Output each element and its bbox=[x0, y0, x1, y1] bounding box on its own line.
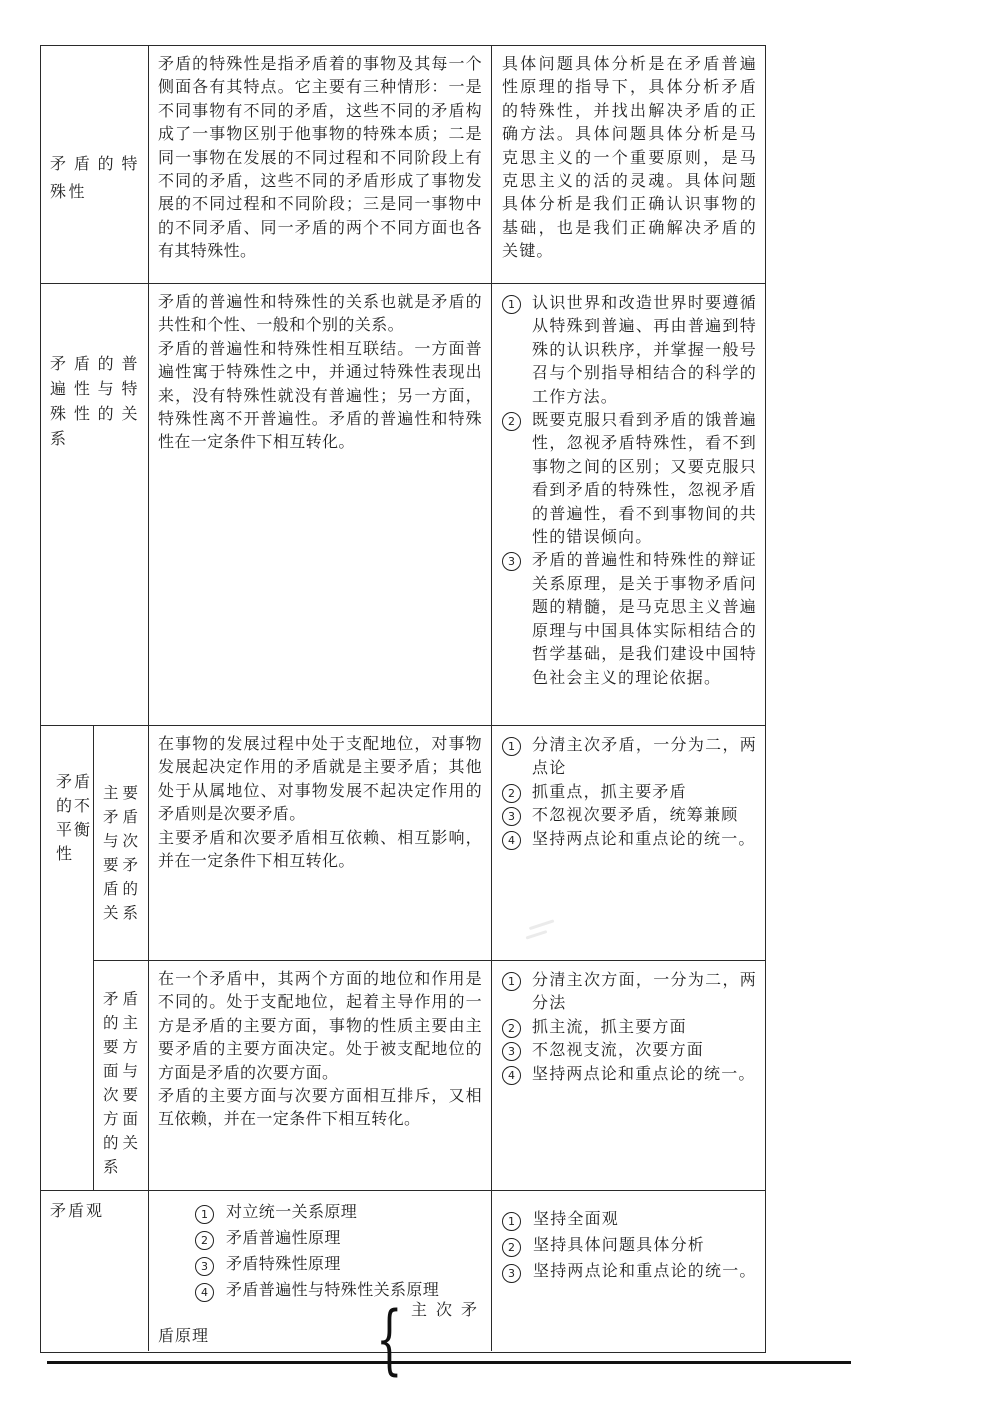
row-principal-body-cell bbox=[149, 726, 492, 960]
row-aspect-method-list bbox=[502, 968, 757, 1086]
method-text: 坚持全面观 bbox=[533, 1211, 620, 1228]
method-text: 坚持两点论和重点论的统一。 bbox=[532, 830, 756, 848]
circled-number-icon: 3 bbox=[502, 552, 521, 571]
list-item bbox=[502, 828, 757, 851]
row-principal-method-list bbox=[502, 733, 757, 851]
circled-number-icon: 2 bbox=[502, 1019, 521, 1038]
method-text: 抓重点，抓主要矛盾 bbox=[532, 783, 687, 801]
annotation-dun-yuan-li: 盾原理 bbox=[158, 1328, 210, 1345]
circled-number-icon: 3 bbox=[502, 1042, 521, 1061]
row-universality-method-list bbox=[502, 291, 757, 690]
list-item bbox=[502, 1063, 757, 1086]
row-view-method-list bbox=[502, 1198, 757, 1285]
circled-number-icon: 4 bbox=[502, 831, 521, 850]
row-principal-aspect bbox=[94, 961, 765, 1190]
method-text: 坚持两点论和重点论的统一。 bbox=[533, 1263, 757, 1280]
list-item bbox=[502, 549, 757, 689]
principles-list bbox=[149, 1191, 491, 1304]
row-aspect-method-cell bbox=[492, 961, 765, 1190]
method-text: 坚持两点论和重点论的统一。 bbox=[532, 1065, 756, 1083]
circled-number-icon: 2 bbox=[195, 1231, 214, 1250]
row-principal-contradiction bbox=[94, 726, 765, 961]
row-aspect-body-p1: 在一个矛盾中，其两个方面的地位和作用是不同的。处于支配地位，起着主导作用的一方是矛盾的主要方面，事物的性质主要由主要矛盾的主要方面决定。处于被支配地位的方面是矛盾的次要方面。 bbox=[158, 971, 482, 1082]
circled-number-icon: 1 bbox=[502, 737, 521, 756]
row-principal-body-p1: 在事物的发展过程中处于支配地位，对事物发展起决定作用的矛盾就是主要矛盾；其他处于从属地位、对事物发展不起决定作用的矛盾则是次要矛盾。 bbox=[158, 736, 482, 824]
row-particularity-body-cell bbox=[149, 46, 492, 283]
bottom-rule-line bbox=[47, 1361, 851, 1364]
circled-number-icon: 4 bbox=[502, 1066, 521, 1085]
circled-number-icon: 2 bbox=[502, 1238, 521, 1257]
row-imbalance-group bbox=[41, 726, 765, 1191]
list-item bbox=[502, 1016, 757, 1039]
method-text: 矛盾的普遍性和特殊性的辩证关系原理，是关于事物矛盾问题的精髓，是马克思主义普遍原理与中国具体实际相结合的哲学基础，是我们建设中国特色社会主义的理论依据。 bbox=[532, 552, 757, 687]
method-text: 坚持具体问题具体分析 bbox=[533, 1237, 706, 1254]
circled-number-icon: 2 bbox=[502, 412, 521, 431]
curly-brace-annotation: { bbox=[376, 1294, 403, 1383]
list-item bbox=[502, 804, 757, 827]
row-view-method-cell bbox=[492, 1191, 765, 1351]
row-aspect-sublabel-cell bbox=[94, 961, 149, 1190]
method-text: 不忽视支流，次要方面 bbox=[532, 1042, 705, 1060]
principle-text: 对立统一关系原理 bbox=[226, 1204, 358, 1221]
row-aspect-body-p2: 矛盾的主要方面与次要方面相互排斥，又相互依赖，并在一定条件下相互转化。 bbox=[158, 1088, 482, 1129]
method-text: 分清主次方面，一分为二，两分法 bbox=[532, 972, 757, 1013]
method-text: 分清主次矛盾，一分为二，两点论 bbox=[532, 737, 757, 778]
list-item bbox=[195, 1226, 491, 1252]
list-item bbox=[502, 409, 757, 549]
circled-number-icon: 4 bbox=[195, 1283, 214, 1302]
row-imbalance-outer-label-cell bbox=[41, 726, 94, 1190]
principle-text: 矛盾普遍性与特殊性关系原理 bbox=[226, 1282, 440, 1299]
list-item bbox=[502, 734, 757, 781]
list-item bbox=[502, 969, 757, 1016]
circled-number-icon: 1 bbox=[502, 295, 521, 314]
row-imbalance-outer-label: 矛盾的不平衡性 bbox=[56, 774, 93, 863]
circled-number-icon: 3 bbox=[195, 1257, 214, 1276]
method-text: 认识世界和改造世界时要遵循从特殊到普遍、再由普遍到特殊的认识秩序，并掌握一般号召与个别指导相结合的科学的工作方法。 bbox=[532, 295, 757, 406]
circled-number-icon: 2 bbox=[502, 784, 521, 803]
principle-text: 矛盾普遍性原理 bbox=[226, 1230, 341, 1247]
row-view-label: 矛盾观 bbox=[50, 1203, 105, 1220]
row-particularity-label-cell bbox=[41, 46, 149, 283]
list-item bbox=[195, 1200, 491, 1226]
method-text: 既要克服只看到矛盾的饿普遍性，忽视矛盾特殊性，看不到事物之间的区别；又要克服只看到矛盾的特殊性，忽视矛盾的普遍性，看不到事物间的共性的错误倾向。 bbox=[532, 412, 757, 547]
contradiction-table bbox=[40, 45, 766, 1353]
row-particularity bbox=[41, 46, 765, 284]
row-particularity-body: 矛盾的特殊性是指矛盾着的事物及其每一个侧面各有其特点。它主要有三种情形：一是不同事物有不同的矛盾，这些不同的矛盾构成了一事物区别于他事物的特殊本质；二是同一事物在发展的不同过程和不同阶段上有不同的矛盾，这些不同的矛盾形成了事物发展的不同过程和不同阶段；三是同一事物中的不同矛盾、同一矛盾的两个不同方面也各有其特殊性。 bbox=[158, 56, 482, 261]
circled-number-icon: 3 bbox=[502, 1264, 521, 1283]
row-universality-body-p2: 矛盾的普遍性和特殊性相互联结。一方面普遍性寓于特殊性之中，并通过特殊性表现出来，没有特殊性就没有普遍性；另一方面，特殊性离不开普遍性。矛盾的普遍性和特殊性在一定条件下相互转化。 bbox=[158, 340, 482, 452]
method-text: 抓主流，抓主要方面 bbox=[532, 1018, 687, 1036]
row-aspect-body-cell bbox=[149, 961, 492, 1190]
row-particularity-method: 具体问题具体分析是在矛盾普遍性原理的指导下，具体分析矛盾的特殊性，并找出解决矛盾的正确方法。具体问题具体分析是马克思主义的一个重要原则，是马克思主义的活的灵魂。具体问题具体分析是我们正确认识事物的基础，也是我们正确解决矛盾的关键。 bbox=[502, 56, 757, 261]
list-item bbox=[502, 1039, 757, 1062]
row-contradiction-view bbox=[41, 1191, 765, 1351]
row-particularity-method-cell bbox=[492, 46, 765, 283]
circled-number-icon: 1 bbox=[195, 1205, 214, 1224]
row-universality-body-cell bbox=[149, 284, 492, 725]
list-item bbox=[502, 292, 757, 409]
row-particularity-label: 矛盾的特殊性 bbox=[50, 156, 140, 201]
annotation-zhu-ci-mao: 主次矛 bbox=[411, 1302, 487, 1319]
method-text: 不忽视次要矛盾，统筹兼顾 bbox=[532, 807, 739, 825]
principle-text: 矛盾特殊性原理 bbox=[226, 1256, 341, 1273]
circled-number-icon: 1 bbox=[502, 1212, 521, 1231]
row-principal-body-p2: 主要矛盾和次要矛盾相互依赖、相互影响，并在一定条件下相互转化。 bbox=[158, 829, 482, 871]
row-imbalance-inner bbox=[94, 726, 765, 1190]
row-aspect-sublabel: 矛盾的主要方面与次要方面的关系 bbox=[103, 991, 143, 1176]
row-view-body-cell bbox=[149, 1191, 492, 1351]
circled-number-icon: 3 bbox=[502, 807, 521, 826]
list-item bbox=[195, 1252, 491, 1278]
circled-number-icon: 1 bbox=[502, 972, 521, 991]
list-item bbox=[502, 781, 757, 804]
list-item bbox=[502, 1207, 757, 1233]
row-view-label-cell bbox=[41, 1191, 149, 1351]
row-principal-sublabel-cell bbox=[94, 726, 149, 960]
row-universality-body-p1: 矛盾的普遍性和特殊性的关系也就是矛盾的共性和个性、一般和个别的关系。 bbox=[158, 294, 482, 335]
row-universality-label: 矛盾的普遍性与特殊性的关系 bbox=[50, 356, 140, 448]
row-universality-method-cell bbox=[492, 284, 765, 725]
row-principal-sublabel: 主要矛盾与次要矛盾的关系 bbox=[103, 785, 143, 922]
row-universality-relation bbox=[41, 284, 765, 726]
row-universality-label-cell bbox=[41, 284, 149, 725]
list-item bbox=[502, 1259, 757, 1285]
list-item bbox=[502, 1233, 757, 1259]
